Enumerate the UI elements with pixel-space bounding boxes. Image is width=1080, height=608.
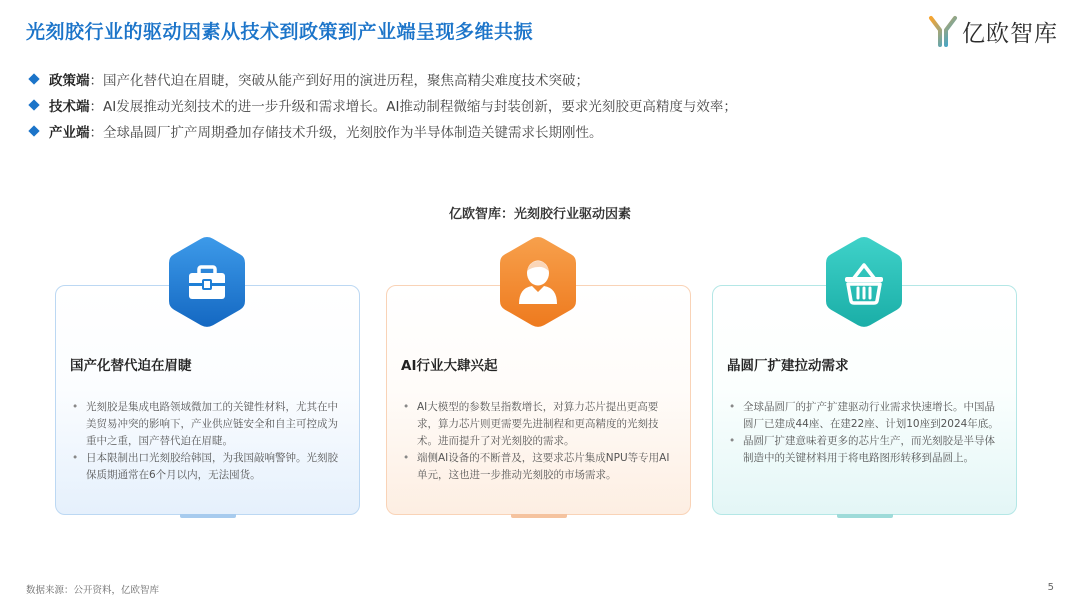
card-bullet-list xyxy=(70,399,348,484)
key-point-separator: ： xyxy=(89,99,103,115)
key-point-policy xyxy=(28,66,1058,92)
basket-hexagon xyxy=(823,234,905,330)
list-item: • 日本限制出口光刻胶给韩国，为我国敲响警钟。光刻胶保质期通常在6个月以内，无法囤货。 xyxy=(70,450,348,484)
basket-icon xyxy=(823,234,905,330)
key-points-list xyxy=(28,66,1058,144)
card-accent-bar xyxy=(511,514,567,518)
card-title: 国产化替代迫在眉睫 xyxy=(70,358,192,374)
list-item: • 晶圆厂扩建意味着更多的芯片生产，而光刻胶是半导体制造中的关键材料用于将电路图形转移到晶圆上。 xyxy=(727,433,1005,467)
list-item: • 光刻胶是集成电路领域微加工的关键性材料，尤其在中美贸易冲突的影响下，产业供应链安全和自主可控成为重中之重，国产替代迫在眉睫。 xyxy=(70,399,348,450)
user-icon xyxy=(497,234,579,330)
key-point-label: 政策端 xyxy=(49,73,90,89)
key-point-text: AI发展推动光刻技术的进一步升级和需求增长。AI推动制程微缩与封装创新，要求光刻胶更高精度与效率； xyxy=(103,99,737,115)
page-number: 5 xyxy=(1047,582,1054,593)
user-hexagon xyxy=(497,234,579,330)
key-point-technology xyxy=(28,92,1058,118)
logo-mark-icon xyxy=(928,14,958,48)
diamond-bullet-icon xyxy=(28,125,39,136)
diamond-bullet-icon xyxy=(28,99,39,110)
card-bullet-list xyxy=(401,399,679,484)
key-point-text: 国产化替代迫在眉睫，突破从能产到好用的演进历程，聚焦高精尖难度技术突破； xyxy=(103,73,589,89)
list-item: • 端侧AI设备的不断普及，这要求芯片集成NPU等专用AI单元，这也进一步推动光刻胶的市场需求。 xyxy=(401,450,679,484)
key-point-industry xyxy=(28,118,1058,144)
data-source-note: 数据来源：公开资料，亿欧智库 xyxy=(26,585,160,596)
key-point-separator: ： xyxy=(89,125,103,141)
card-title: 晶圆厂扩建拉动需求 xyxy=(727,358,849,374)
briefcase-hexagon xyxy=(166,234,248,330)
brand-logo xyxy=(928,13,1058,49)
card-bullet-list xyxy=(727,399,1005,467)
diamond-bullet-icon xyxy=(28,73,39,84)
card-title: AI行业大肆兴起 xyxy=(401,358,498,374)
key-point-label: 技术端 xyxy=(49,99,90,115)
page-title: 光刻胶行业的驱动因素从技术到政策到产业端呈现多维共振 xyxy=(26,21,534,43)
key-point-text: 全球晶圆厂扩产周期叠加存储技术升级，光刻胶作为半导体制造关键需求长期刚性。 xyxy=(103,125,603,141)
briefcase-icon xyxy=(166,234,248,330)
list-item: • 全球晶圆厂的扩产扩建驱动行业需求快速增长。中国晶圆厂已建成44座、在建22座、计划10座到2024年底。 xyxy=(727,399,1005,433)
card-accent-bar xyxy=(180,514,236,518)
key-point-separator: ： xyxy=(89,73,103,89)
card-accent-bar xyxy=(837,514,893,518)
key-point-label: 产业端 xyxy=(49,125,90,141)
list-item: • AI大模型的参数呈指数增长，对算力芯片提出更高要求，算力芯片则更需要先进制程和更高精度的光刻技术。进而提升了对光刻胶的需求。 xyxy=(401,399,679,450)
diagram-title: 亿欧智库：光刻胶行业驱动因素 xyxy=(448,207,631,222)
logo-text: 亿欧智库 xyxy=(962,20,1058,47)
